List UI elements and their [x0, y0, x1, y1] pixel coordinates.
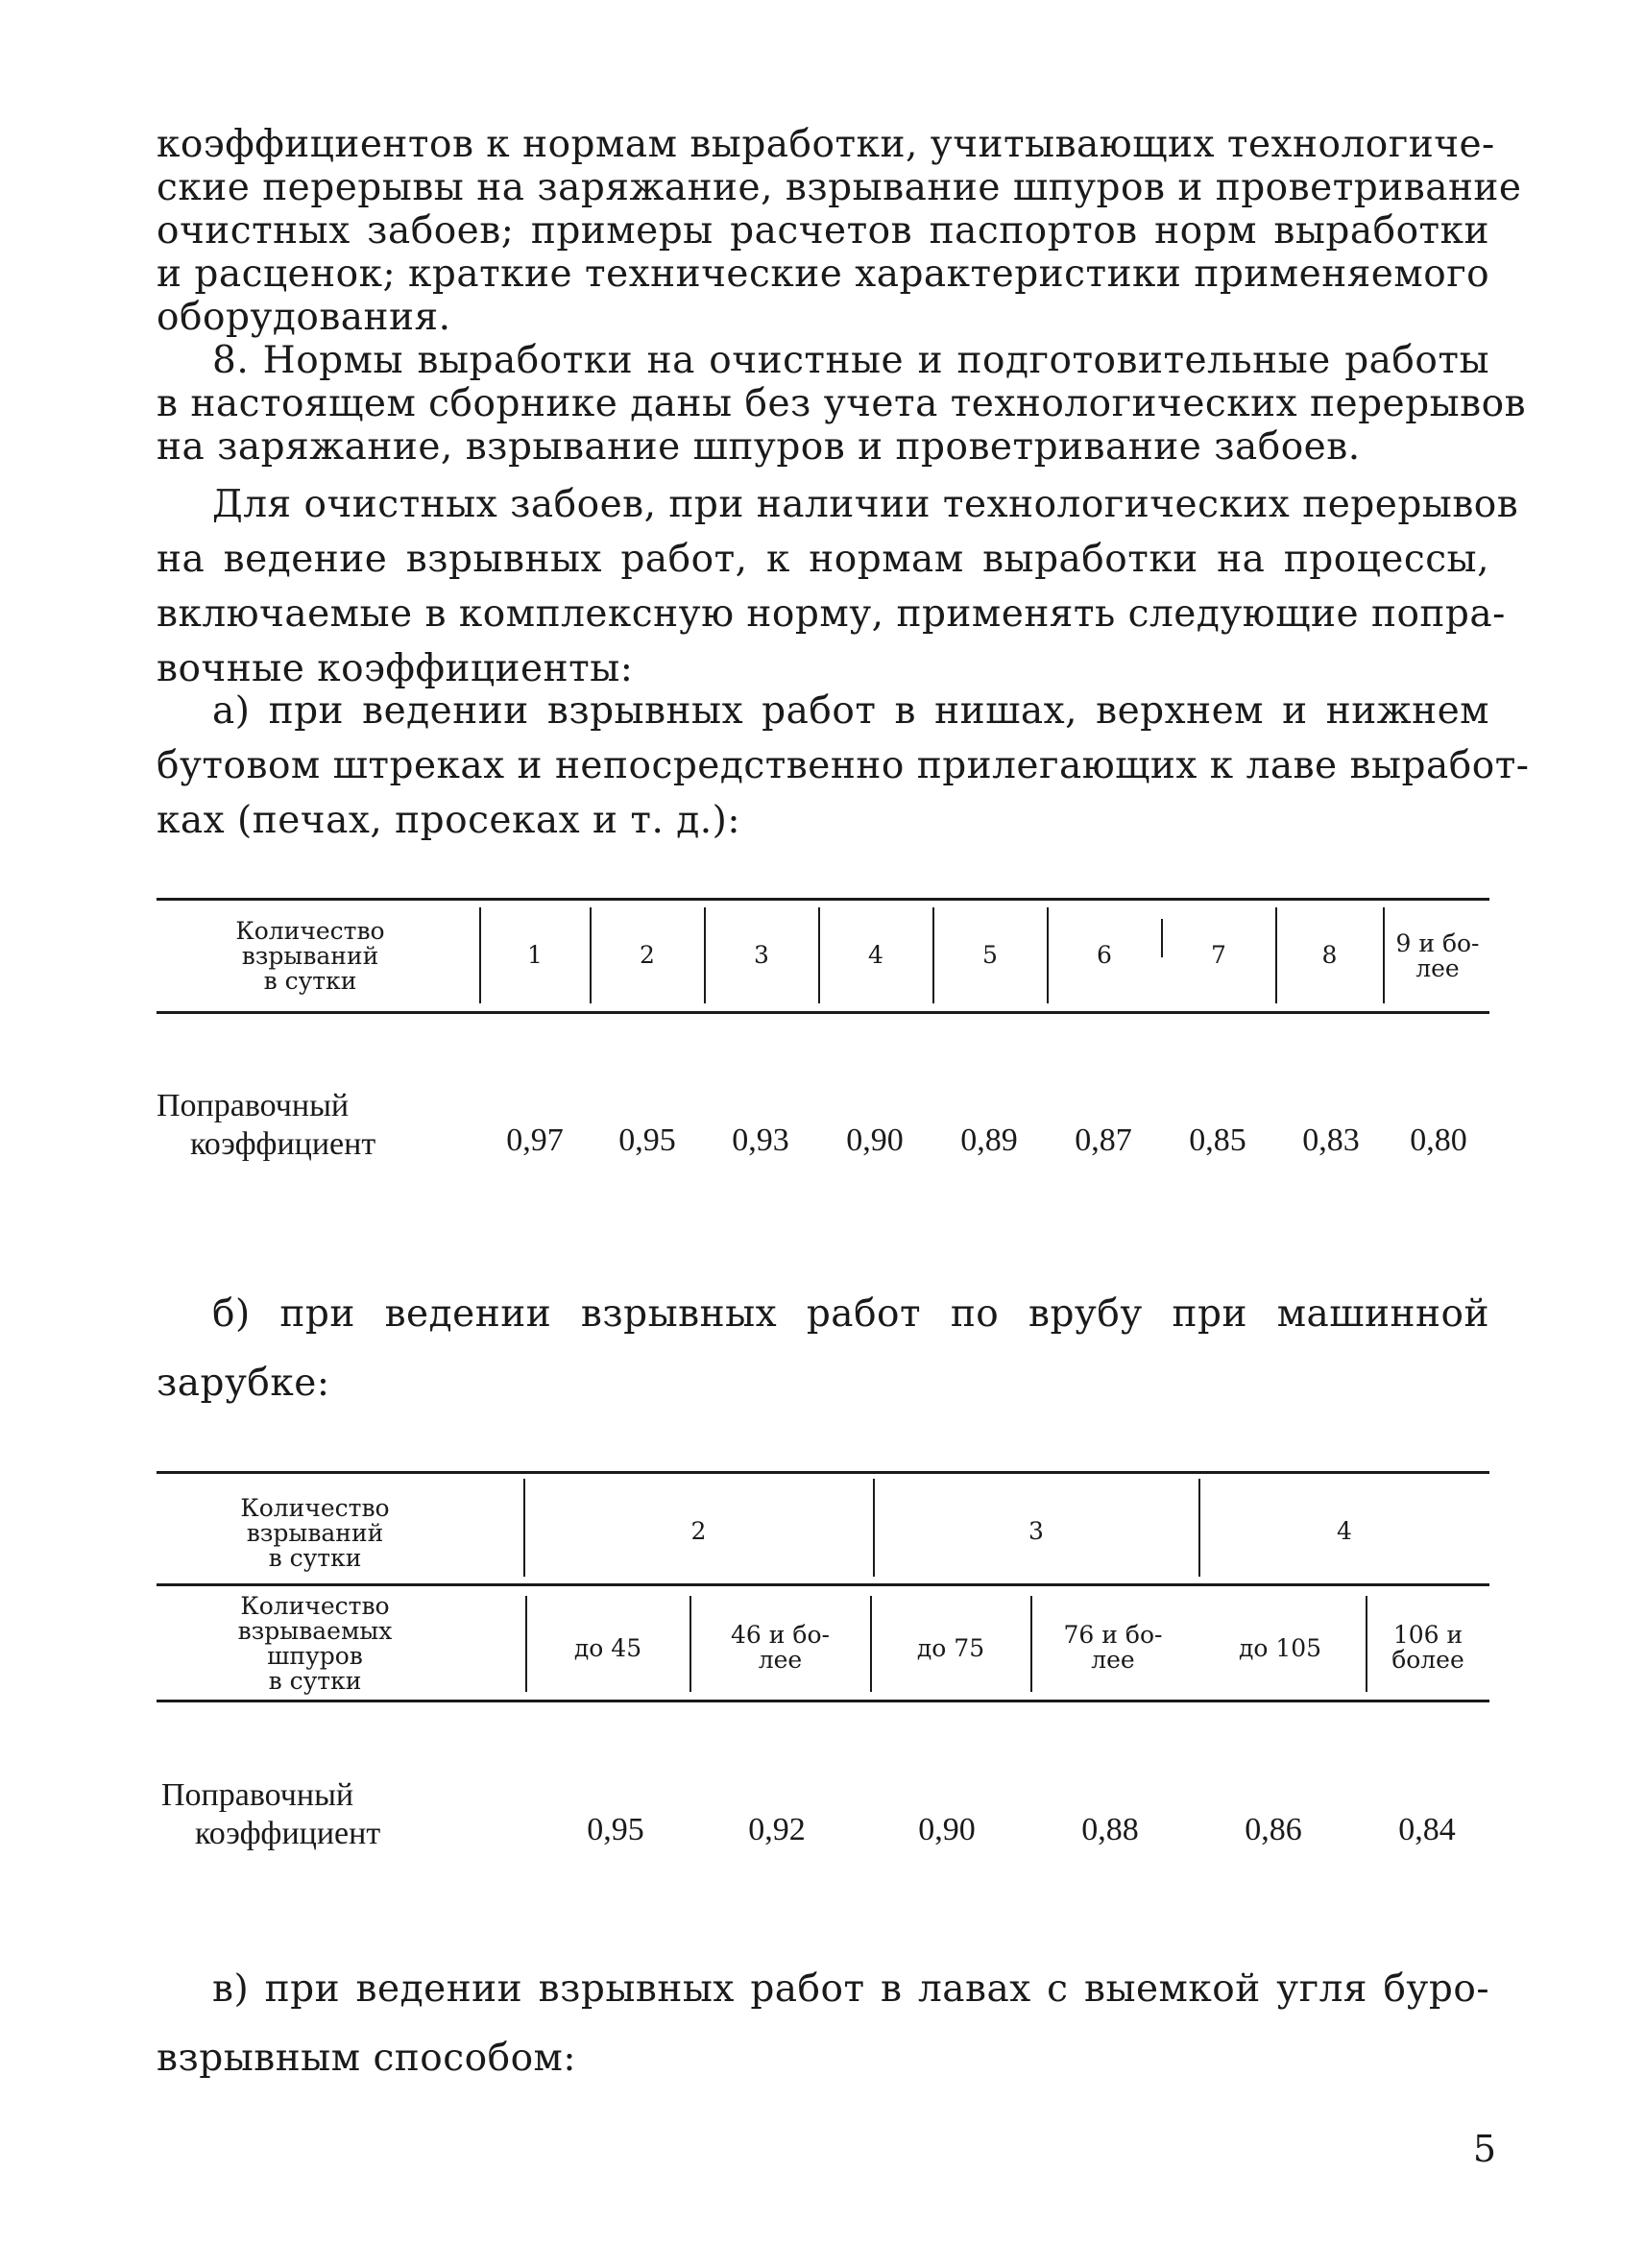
text-line: взрывным способом:	[157, 2037, 577, 2080]
text-line: Для очистных забоев, при наличии технологических перерывов	[212, 483, 1519, 526]
coefficient-value: 0,90	[846, 1122, 904, 1158]
column-header: до 75	[916, 1634, 985, 1662]
coefficient-value: 0,93	[732, 1122, 789, 1158]
coefficient-value: 0,84	[1398, 1812, 1456, 1847]
text-line: вочные коэффициенты:	[157, 647, 634, 690]
table-b	[157, 1471, 1489, 1855]
text-line: в) при ведении взрывных работ в лавах с выемкой угля буро-	[212, 1967, 1489, 2011]
coefficient-value: 0,80	[1410, 1122, 1467, 1158]
table-rule	[157, 1583, 1489, 1586]
intro-paragraph	[157, 123, 1522, 339]
table-a	[157, 898, 1489, 1186]
text-line: на ведение взрывных работ, к нормам выработки на процессы,	[157, 538, 1489, 581]
column-header: 7	[1211, 941, 1226, 969]
coefficient-value: 0,95	[587, 1812, 644, 1847]
text-line: 8. Нормы выработки на очистные и подготовительные работы	[212, 339, 1489, 382]
coefficient-value: 0,88	[1081, 1812, 1139, 1847]
column-header: 6	[1097, 941, 1112, 969]
table-rule	[157, 898, 1489, 901]
row-label: Поправочный коэффициент	[157, 1088, 376, 1162]
text-line: зарубке:	[157, 1362, 330, 1405]
text-line: очистных забоев; примеры расчетов паспортов норм выработки	[157, 209, 1489, 253]
column-header: до 45	[573, 1634, 642, 1662]
column-header: 5	[982, 941, 998, 969]
coefficient-value: 0,85	[1189, 1122, 1246, 1158]
coefficient-value: 0,90	[918, 1812, 976, 1847]
table-rule	[157, 1011, 1489, 1014]
text-line: а) при ведении взрывных работ в нишах, верхнем и нижнем	[212, 689, 1489, 733]
column-header: 8	[1321, 941, 1338, 969]
text-line: ках (печах, просеках и т. д.):	[157, 799, 741, 842]
group-header: 3	[1028, 1517, 1044, 1545]
header-label: Количество взрываний в сутки	[240, 1494, 390, 1572]
table-rule	[157, 1700, 1489, 1702]
column-header: 106 и более	[1391, 1621, 1464, 1674]
column-header: 1	[527, 941, 543, 969]
text-line: на заряжание, взрывание шпуров и проветривание забоев.	[157, 425, 1361, 469]
table-rule	[157, 1471, 1489, 1474]
coefficient-value: 0,87	[1075, 1122, 1132, 1158]
item-c-paragraph	[157, 1955, 1489, 2093]
column-header: 46 и бо- лее	[731, 1621, 830, 1674]
group-header: 2	[690, 1517, 707, 1545]
column-header: 2	[640, 941, 655, 969]
text-line: коэффициентов к нормам выработки, учитывающих технологиче-	[157, 123, 1495, 166]
coefficient-value: 0,86	[1245, 1812, 1302, 1847]
coefficient-value: 0,95	[618, 1122, 676, 1158]
text-line: б) при ведении взрывных работ по врубу при машинной	[212, 1292, 1489, 1336]
header-label: Количество взрываемых шпуров в сутки	[237, 1592, 393, 1695]
column-header: 3	[754, 941, 769, 969]
text-line: в настоящем сборнике даны без учета технологических перерывов	[157, 382, 1527, 425]
coefficient-value: 0,97	[506, 1122, 564, 1158]
text-line: включаемые в комплексную норму, применять следующие попра-	[157, 592, 1506, 636]
clause-paragraph	[157, 477, 1519, 696]
text-line: и расценок; краткие технические характеристики применяемого	[157, 253, 1490, 296]
column-header: 76 и бо- лее	[1063, 1621, 1163, 1674]
group-header: 4	[1337, 1517, 1352, 1545]
column-header: 9 и бо- лее	[1395, 929, 1480, 982]
row-label: Поправочный коэффициент	[161, 1777, 381, 1851]
page-number: 5	[1472, 2128, 1496, 2170]
coefficient-value: 0,89	[960, 1122, 1018, 1158]
text-line: ские перерывы на заряжание, взрывание шпуров и проветривание	[157, 166, 1522, 209]
header-label: Количество взрываний в сутки	[235, 917, 385, 995]
coefficient-value: 0,92	[748, 1812, 806, 1847]
coefficient-value: 0,83	[1302, 1122, 1360, 1158]
column-header: 4	[868, 941, 883, 969]
column-header: до 105	[1238, 1634, 1322, 1662]
item-a-paragraph	[157, 684, 1530, 848]
text-line: оборудования.	[157, 296, 451, 339]
item-8-paragraph	[157, 339, 1527, 469]
text-line: бутовом штреках и непосредственно прилегающих к лаве выработ-	[157, 744, 1530, 787]
item-b-paragraph	[157, 1280, 1489, 1418]
